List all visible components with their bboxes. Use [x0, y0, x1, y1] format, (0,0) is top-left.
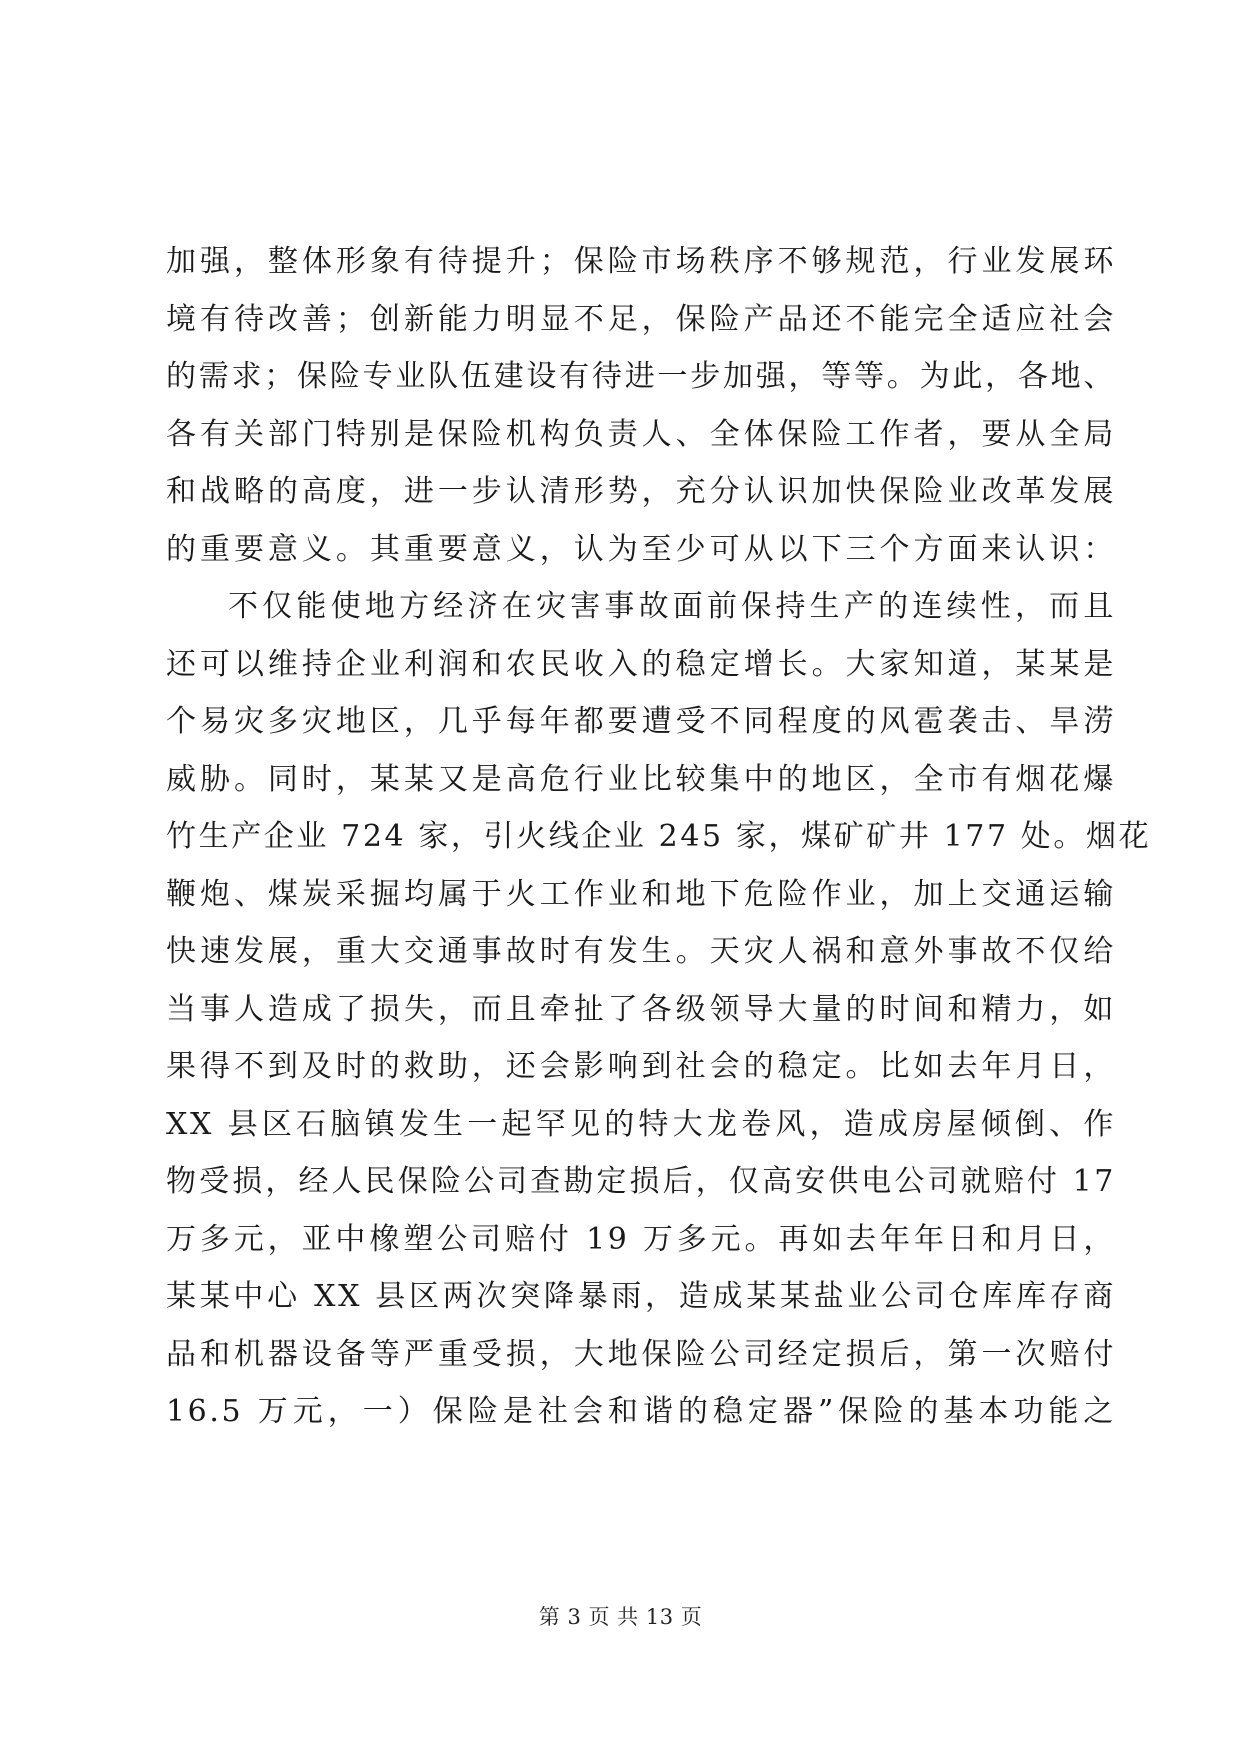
text-line: 竹生产企业 724 家，引火线企业 245 家，煤矿矿井 177 处。烟花	[166, 819, 1152, 854]
text-line: 果得不到及时的救助，还会影响到社会的稳定。比如去年月日，	[166, 1049, 1116, 1084]
text-line: 威胁。同时，某某又是高危行业比较集中的地区，全市有烟花爆	[166, 761, 1116, 797]
page-number-footer: 第 3 页 共 13 页	[538, 1605, 703, 1629]
text-line: 鞭炮、煤炭采掘均属于火工作业和地下危险作业，加上交通运输	[166, 876, 1116, 912]
paragraph-first-line: 不仅能使地方经济在灾害事故面前保持生产的连续性，而且	[228, 589, 1116, 624]
text-line: 16.5 万元，一）保险是社会和谐的稳定器”保险的基本功能之	[166, 1394, 1116, 1429]
text-line: 个易灾多灾地区，几乎每年都要遭受不同程度的风雹袭击、旱涝	[166, 704, 1116, 739]
text-line: 快速发展，重大交通事故时有发生。天灾人祸和意外事故不仅给	[166, 934, 1116, 969]
text-line: 和战略的高度，进一步认清形势，充分认识加快保险业改革发展	[166, 474, 1116, 509]
text-line: 某某中心 XX 县区两次突降暴雨，造成某某盐业公司仓库库存商	[166, 1279, 1116, 1314]
text-line: 当事人造成了损失，而且牵扯了各级领导大量的时间和精力，如	[166, 991, 1116, 1027]
text-line: 物受损，经人民保险公司查勘定损后，仅高安供电公司就赔付 17	[166, 1164, 1116, 1199]
text-line: 加强，整体形象有待提升；保险市场秩序不够规范，行业发展环	[166, 244, 1116, 279]
text-line: 各有关部门特别是保险机构负责人、全体保险工作者，要从全局	[166, 416, 1116, 452]
text-line: 万多元，亚中橡塑公司赔付 19 万多元。再如去年年日和月日，	[166, 1221, 1116, 1257]
text-line: XX 县区石脑镇发生一起罕见的特大龙卷风，造成房屋倾倒、作	[166, 1106, 1116, 1142]
text-line: 的重要意义。其重要意义，认为至少可从以下三个方面来认识：	[166, 531, 1116, 567]
text-line: 境有待改善；创新能力明显不足，保险产品还不能完全适应社会	[166, 301, 1116, 337]
text-line: 的需求；保险专业队伍建设有待进一步加强，等等。为此，各地、	[166, 359, 1116, 394]
text-line: 还可以维持企业利润和农民收入的稳定增长。大家知道，某某是	[166, 646, 1116, 682]
text-line: 品和机器设备等严重受损，大地保险公司经定损后，第一次赔付	[166, 1336, 1116, 1372]
body-text	[166, 233, 1152, 1441]
